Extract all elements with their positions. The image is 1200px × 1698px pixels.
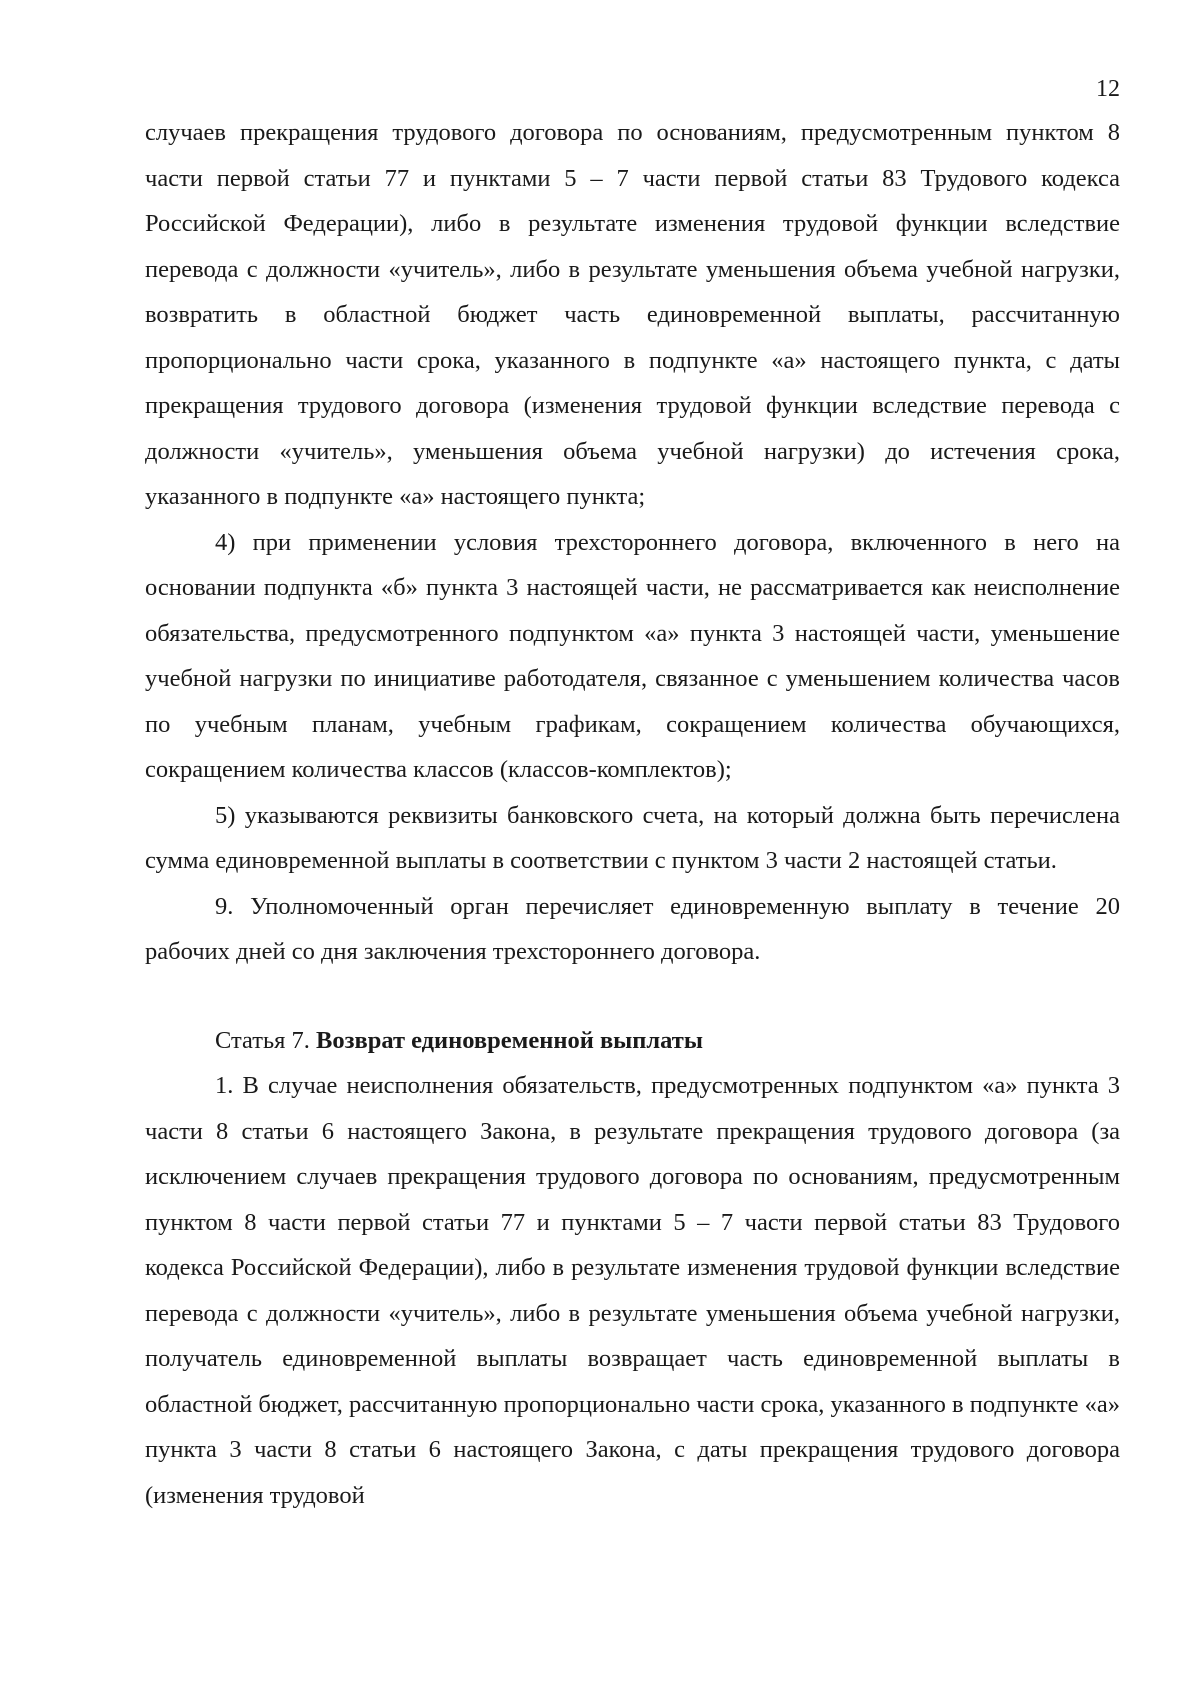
paragraph-item-4: 4) при применении условия трехстороннего договора, включенного в него на основании подпункта «б» пункта 3 настоящей части, не рассматривается как неисполнение обязательства, предусмотренного подпунктом «а» пункта 3 настоящей части, уменьшение учебной нагрузки по инициативе работодателя, связанное с уменьшением количества часов по учебным планам, учебным графикам, сокращением количества обучающихся, сокращением количества классов (классов-комплектов);: [145, 528, 1120, 783]
page-number: 12: [1096, 76, 1120, 102]
document-body: [145, 110, 1120, 1518]
article-title: Возврат единовременной выплаты: [316, 1026, 703, 1054]
article-prefix: Статья 7.: [215, 1026, 317, 1054]
paragraph-clause-9: 9. Уполномоченный орган перечисляет единовременную выплату в течение 20 рабочих дней со дня заключения трехстороннего договора.: [145, 892, 1120, 965]
paragraph-item-5: 5) указываются реквизиты банковского счета, на который должна быть перечислена сумма единовременной выплаты в соответствии с пунктом 3 части 2 настоящей статьи.: [145, 801, 1120, 874]
section-spacer: [145, 975, 1120, 1018]
paragraph-continuation: случаев прекращения трудового договора по основаниям, предусмотренным пунктом 8 части первой статьи 77 и пунктами 5 – 7 части первой статьи 83 Трудового кодекса Российской Федерации), либо в результате изменения трудовой функции вследствие перевода с должности «учитель», либо в результате уменьшения объема учебной нагрузки, возвратить в областной бюджет часть единовременной выплаты, рассчитанную пропорционально части срока, указанного в подпункте «а» настоящего пункта, с даты прекращения трудового договора (изменения трудовой функции вследствие перевода с должности «учитель», уменьшения объема учебной нагрузки) до истечения срока, указанного в подпункте «а» настоящего пункта;: [145, 119, 1120, 510]
paragraph-article7-clause-1: 1. В случае неисполнения обязательств, предусмотренных подпунктом «а» пункта 3 части 8 статьи 6 настоящего Закона, в результате прекращения трудового договора (за исключением случаев прекращения трудового договора по основаниям, предусмотренным пунктом 8 части первой статьи 77 и пунктами 5 – 7 части первой статьи 83 Трудового кодекса Российской Федерации), либо в результате изменения трудовой функции вследствие перевода с должности «учитель», либо в результате уменьшения объема учебной нагрузки, получатель единовременной выплаты возвращает часть единовременной выплаты в областной бюджет, рассчитанную пропорционально части срока, указанного в подпункте «а» пункта 3 части 8 статьи 6 настоящего Закона, с даты прекращения трудового договора (изменения трудовой: [145, 1072, 1120, 1509]
article-heading: [145, 1018, 1120, 1064]
